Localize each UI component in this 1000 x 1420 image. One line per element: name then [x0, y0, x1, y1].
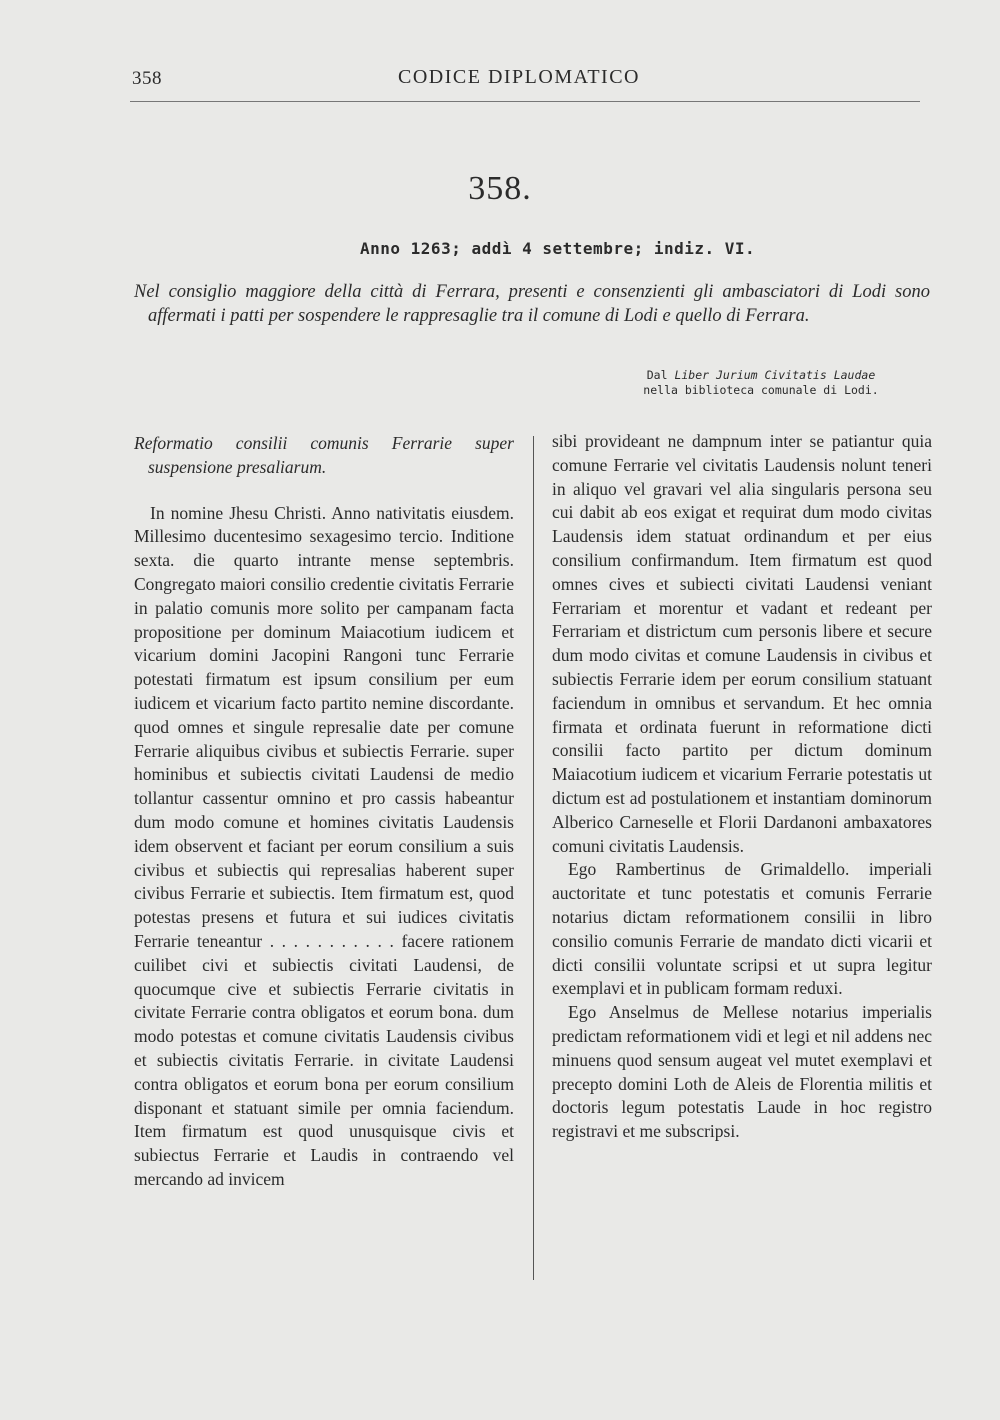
page-number: 358: [132, 68, 162, 89]
right-paragraph-1: sibi provideant ne dampnum inter se patiantur quia comune Ferrarie vel civitatis Laudensis nolunt teneri in aliquo vel gravari vel alia singularis persona seu cui dabit ab eos exigat et requirat dum modo civitas Laudensis idem statuat ordinandum et per eius consilium confirmandum. Item firmatum est quod omnes cives et subiecti civitati Laudensi veniant Ferrariam et morentur et vadant et redeant per Ferrariam et districtum cum personis libere et secure dum modo civitas et comune Laudensis in civibus et subiectis Ferrarie idem per eorum consilium statuant faciendum in omnibus et servandum. Et hec omnia firmata et ordinata fuerunt in reformatione dicti consilii facto partito per dictum dominum Maiacotium iudicem et vicarium Ferrarie potestatis ut dictum est ad postulationem et instantiam dominorum Alberico Carneselle et Florii Dardanoni ambaxatores comuni civitatis Laudensis.: [552, 431, 932, 856]
rubric: Reformatio consilii comunis Ferrarie super suspensione presaliarum.: [134, 433, 514, 477]
source-location: nella biblioteca comunale di Lodi.: [643, 383, 879, 397]
document-number: 358.: [468, 170, 532, 207]
column-divider: [533, 436, 534, 1280]
date-line: Anno 1263; addì 4 settembre; indiz. VI.: [360, 239, 756, 258]
right-paragraph-3: Ego Anselmus de Mellese notarius imperialis predictam reformationem vidi et legi et nil addens nec minuens quod sensum augeat vel mutet exemplavi et precepto domini Loth de Aleis de Florentia militis et doctoris legum potestatis Laude in hoc registro registravi et me subscripsi.: [552, 1002, 932, 1142]
source-note: [636, 368, 886, 398]
source-title: Liber Jurium Civitatis Laudae: [674, 368, 876, 382]
left-column: [134, 432, 514, 1192]
right-column: [552, 430, 932, 1144]
source-prefix: Dal: [646, 368, 668, 382]
running-title: CODICE DIPLOMATICO: [398, 66, 640, 88]
header-rule: [130, 101, 920, 102]
left-column-text: In nomine Jhesu Christi. Anno nativitatis eiusdem. Millesimo ducentesimo sexagesimo tercio. Inditione sexta. die quarto intrante mense septembris. Congregato maiori consilio credentie civitatis Ferrarie in palatio comunis more solito per campanam facta propositione per dominum Maiacotium iudicem et vicarium domini Jacopini Rangoni tunc Ferrarie potestati firmatum est ipsum consilium per eum iudicem et vicarium facto partito nemine discordante. quod omnes et singule represalie date per comune Ferrarie aliquibus civibus et subiectis Ferrarie. super hominibus et subiectis civitati Laudensi de medio tollantur cassentur omnino et pro cassis habeantur dum modo comune et homines civitatis Laudensis idem observent et faciant per eorum consilium a suis civibus et subiectis qui represalias haberent super civibus Ferrarie et subiectis. Item firmatum est, quod potestas presens et futura et sui iudices civitatis Ferrarie teneantur . . . . . . . . . . . facere rationem cuilibet civi et subiectis civitati Laudensi, de quocumque cive et subiectis Ferrarie civitatis in civitate Ferrarie contra obligatos et eorum bona. dum modo potestas et comune civitatis Laudensis civibus et subiectis civitatis Ferrarie. in civitate Laudensi contra obligatos et eorum bona per eorum consilium disponant et statuant simile per omnia faciendum. Item firmatum est quod unusquisque civis et subiectus Ferrarie et Laudis in contraendo vel mercando ad invicem: [134, 502, 514, 1189]
right-paragraph-2: Ego Rambertinus de Grimaldello. imperiali auctoritate et tunc potestatis et comunis Ferrarie notarius dictam reformationem consilii in libro consilio comunis Ferrarie de mandato dicti vicarii et dicti consilii voluntate scripsi et ut supra legitur exemplavi et in publicam formam reduxi.: [552, 859, 932, 999]
document-summary: Nel consiglio maggiore della città di Ferrara, presenti e consenzienti gli ambasciatori di Lodi sono affermati i patti per sospendere le rappresaglie tra il comune di Lodi e quello di Ferrara.: [134, 282, 930, 326]
